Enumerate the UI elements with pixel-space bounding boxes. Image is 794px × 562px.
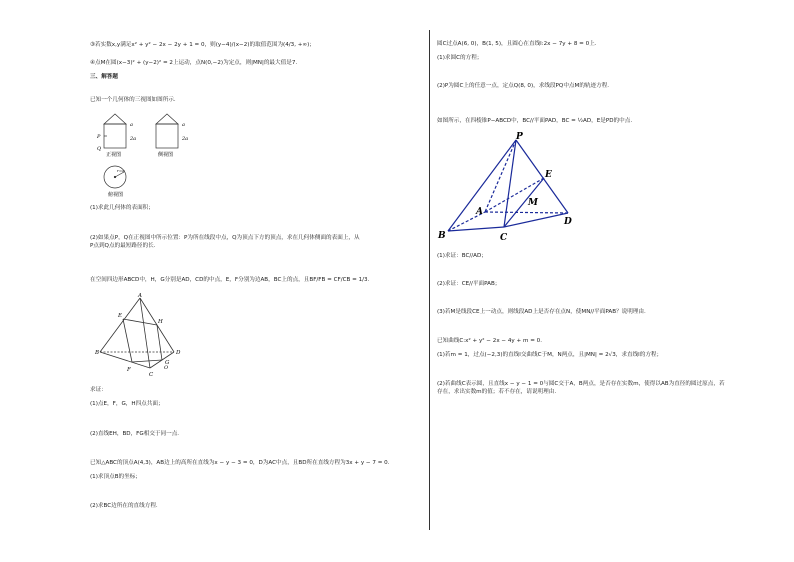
radius-label: r=a [117,168,125,173]
pyramid-q1: (1)求证：BC//AD； [437,253,487,259]
column-divider [429,30,430,530]
pyr-label-e: E [545,170,552,180]
side-view-label: 侧视图 [158,152,174,158]
side-a-label: a [182,122,185,128]
label-d: D [176,350,181,356]
curve-q1: (1)若m = 1，过点(−2,3)的直线l交曲线C于M，N两点，且|MN| = 2√3，求直线l的方程； [437,352,663,358]
label-f: F [127,367,131,373]
pyr-label-d: D [564,217,572,227]
curve-q2-line1: (2)若曲线C表示圆，且直线x − y − 1 = 0与圆C交于A，B两点，是否存在实数m，使得以AB为直径的圆过原点，若 [437,381,725,387]
label-h: H [158,319,163,325]
circle1-q2: (2)P为圆C上的任意一点，定点Q(8, 0)，求线段PQ中点M的轨迹方程. [437,83,610,89]
q3-statement: ③若实数x,y满足x² + y² − 2x − 2y + 1 = 0，则(y−4)/(x−2)的取值范围为(4/3, +∞)； [90,42,315,48]
pyr-label-a: A [476,207,483,217]
point-q-label: Q [97,146,102,152]
front-a-label: a [130,122,133,128]
problem2-intro: 在空间四边形ABCD中，H，G分别是AD，CD的中点，E，F分别为边AB，BC上的点，且BF/FB = CF/CB = 1/3. [90,277,370,283]
problem3-q2: (2)求BC边所在的直线方程. [90,503,158,509]
problem1-q2-line2: P点到Q点的最短路径的长. [90,243,156,249]
point-p-label: P [97,134,101,140]
pyr-label-m: M [528,198,538,208]
problem2-q2: (2)直线EH，BD，FG相交于同一点. [90,431,180,437]
front-2a-label: 2a [130,136,137,142]
circle1-q1: (1)求圆C的方程； [437,55,483,61]
problem3-intro: 已知△ABC的顶点A(4,3)，AB边上的高所在直线为x − y − 3 = 0，D为AC中点，且BD所在直线方程为3x + y − 7 = 0. [90,460,390,466]
label-c: C [149,372,154,378]
pyramid-q2: (2)求证：CE//平面PAB； [437,281,501,287]
curve-intro: 已知曲线C:x² + y² − 2x − 4y + m = 0. [437,338,543,344]
pyramid-q3: (3)若M是线段CE上一动点，则线段AD上是否存在点N，使MN//平面PAB？说明理由. [437,309,646,315]
problem3-q1: (1)求顶点B的坐标； [90,474,141,480]
label-g: G [165,360,170,366]
front-view-label: 正视图 [106,152,122,158]
q4-statement: ④点M在圆(x−3)² + (y−2)² = 2上运动，点N(0,−2)为定点，则|MN|的最大值是7. [90,60,298,66]
side-view-drawing [156,114,178,148]
problem2-prove: 求证： [90,387,107,393]
pyr-label-c: C [500,233,508,243]
pyramid-intro: 如图所示，在四棱锥P−ABCD中，BC//平面PAD，BC = ½AD，E是PD的中点. [437,118,633,124]
section-heading: 三、解答题 [90,74,118,80]
side-2a-label: 2a [182,136,189,142]
label-a: A [138,293,142,299]
label-o: O [164,365,169,371]
problem1-intro: 已知一个几何体的三视图如图所示. [90,97,176,103]
curve-q2-line2: 存在，求出实数m的值；若不存在，请说明理由. [437,389,557,395]
circle1-intro: 圆C过点A(6, 0)，B(1, 5)，且圆心在直线l:2x − 7y + 8 = 0上. [437,41,597,47]
problem1-q2-line1: (2)如果点P，Q在正视图中所示位置：P为所在线段中点，Q为顶点下方的顶点，求在几何体侧面的表面上，从 [90,235,360,241]
problem2-q1: (1)点E，F，G，H四点共面； [90,401,164,407]
problem1-q1: (1)求此几何体的表面积； [90,205,154,211]
top-view-label: 俯视图 [108,192,124,198]
quadrilateral-figure [95,292,190,384]
three-view-figure [90,106,200,202]
pyr-label-p: P [516,132,523,142]
label-e: E [118,313,123,319]
pyr-label-b: B [438,231,446,241]
label-b: B [95,350,100,356]
pyramid-figure [438,130,578,245]
front-view-drawing [104,114,126,148]
